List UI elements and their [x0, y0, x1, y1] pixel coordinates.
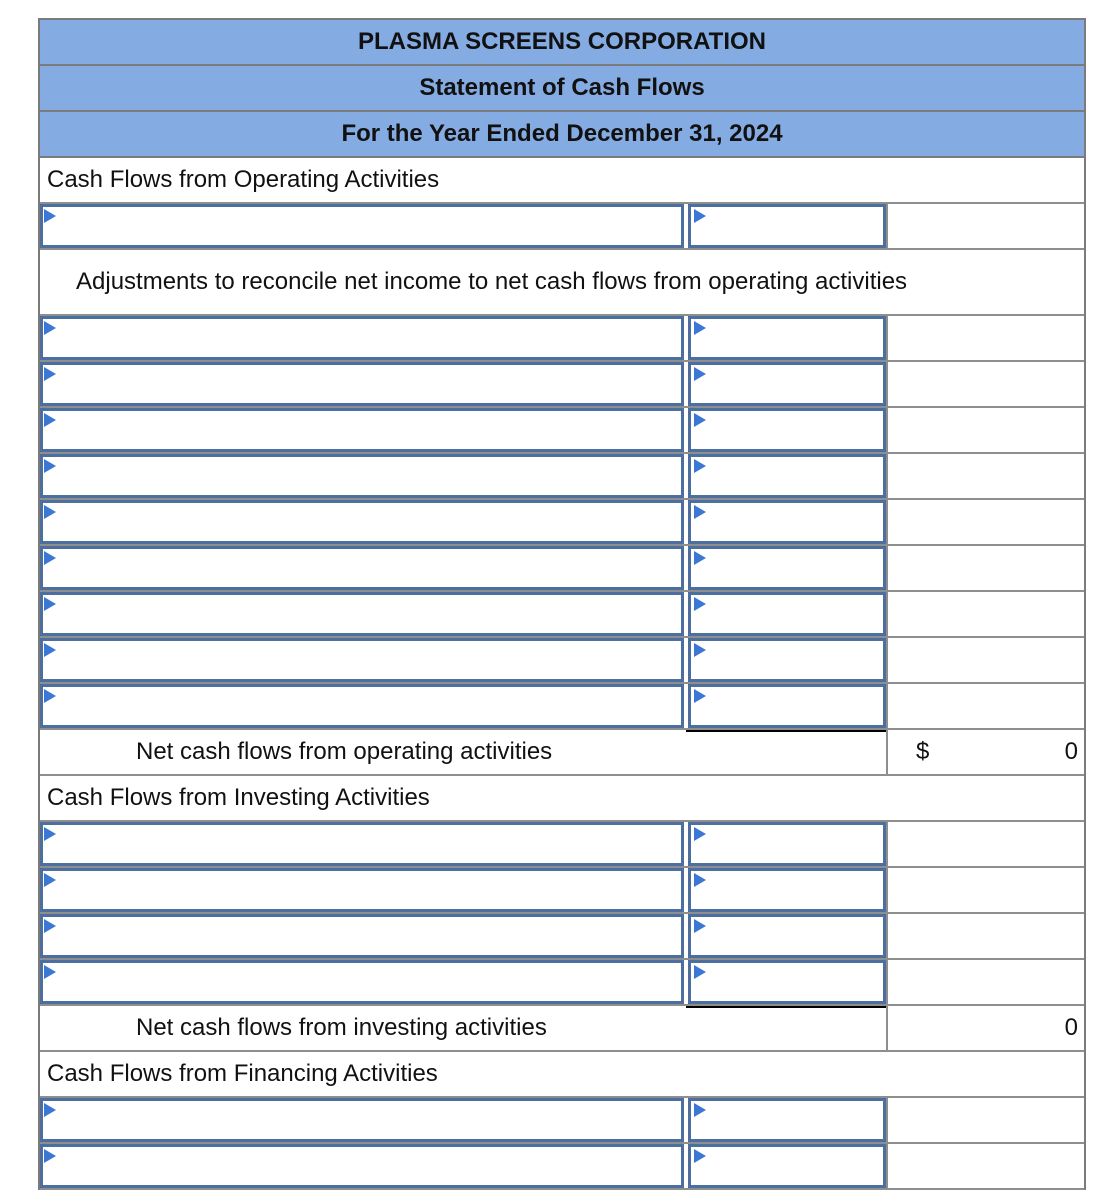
dropdown-marker-icon: [694, 965, 706, 979]
investing-entry-row: [40, 868, 1084, 914]
adjustment-amount-field[interactable]: [688, 592, 886, 636]
financing-heading: Cash Flows from Financing Activities: [47, 1060, 438, 1087]
adjustment-account-field[interactable]: [40, 546, 684, 590]
investing-account-field[interactable]: [40, 822, 684, 866]
investing-total-cell: [886, 822, 1084, 866]
investing-total-cell: [886, 914, 1084, 958]
financing-amount-field[interactable]: [688, 1098, 886, 1142]
net-income-account-input[interactable]: [46, 210, 678, 242]
investing-amount-input[interactable]: [694, 920, 880, 952]
adjustment-amount-field[interactable]: [688, 316, 886, 360]
investing-total-cell: [886, 868, 1084, 912]
dropdown-marker-icon: [694, 1149, 706, 1163]
adjustment-account-field[interactable]: [40, 362, 684, 406]
financing-total-cell: [886, 1144, 1084, 1188]
adjustment-amount-field[interactable]: [688, 454, 886, 498]
financing-amount-input[interactable]: [694, 1150, 880, 1182]
dropdown-marker-icon: [694, 505, 706, 519]
adjustment-account-input[interactable]: [46, 368, 678, 400]
adjustment-account-field[interactable]: [40, 500, 684, 544]
financing-heading-row: [40, 1052, 1084, 1098]
adjustment-account-input[interactable]: [46, 460, 678, 492]
financing-entry-row: [40, 1144, 1084, 1190]
investing-amount-field[interactable]: [688, 822, 886, 866]
dropdown-marker-icon: [44, 505, 56, 519]
investing-total-row: [40, 1006, 1084, 1052]
net-income-total-cell: [886, 204, 1084, 248]
adjustment-entry-row: [40, 408, 1084, 454]
financing-total-cell: [886, 1098, 1084, 1142]
adjustment-account-input[interactable]: [46, 322, 678, 354]
investing-subtotal-cell: [686, 1006, 886, 1050]
adjustment-amount-field[interactable]: [688, 546, 886, 590]
dropdown-marker-icon: [694, 827, 706, 841]
dropdown-marker-icon: [694, 643, 706, 657]
investing-total-label: Net cash flows from investing activities: [136, 1014, 547, 1041]
adjustment-total-cell: [886, 408, 1084, 452]
investing-amount-field[interactable]: [688, 914, 886, 958]
dropdown-marker-icon: [44, 873, 56, 887]
dropdown-marker-icon: [694, 689, 706, 703]
financing-amount-input[interactable]: [694, 1104, 880, 1136]
investing-amount-field[interactable]: [688, 960, 886, 1004]
adjustment-account-input[interactable]: [46, 598, 678, 630]
adjustment-total-cell: [886, 316, 1084, 360]
dropdown-marker-icon: [44, 919, 56, 933]
investing-amount-input[interactable]: [694, 966, 880, 998]
investing-total-value: 0: [1064, 1014, 1078, 1041]
investing-account-input[interactable]: [46, 920, 678, 952]
adjustments-label: Adjustments to reconcile net income to net cash flows from operating activities: [76, 268, 908, 295]
adjustment-total-cell: [886, 638, 1084, 682]
dropdown-marker-icon: [44, 1103, 56, 1117]
operating-heading-row: [40, 158, 1084, 204]
operating-subtotal-cell: [686, 730, 886, 774]
company-name: PLASMA SCREENS CORPORATION: [40, 20, 1084, 66]
adjustment-amount-field[interactable]: [688, 408, 886, 452]
dropdown-marker-icon: [44, 965, 56, 979]
investing-account-field[interactable]: [40, 960, 684, 1004]
investing-total-cell: [886, 960, 1084, 1004]
adjustment-entry-row: [40, 500, 1084, 546]
adjustment-entry-row: [40, 546, 1084, 592]
adjustment-entry-row: [40, 316, 1084, 362]
dropdown-marker-icon: [44, 459, 56, 473]
operating-total-label: Net cash flows from operating activities: [136, 738, 553, 765]
adjustment-account-field[interactable]: [40, 408, 684, 452]
dropdown-marker-icon: [694, 919, 706, 933]
adjustment-total-cell: [886, 500, 1084, 544]
investing-account-field[interactable]: [40, 868, 684, 912]
investing-account-input[interactable]: [46, 874, 678, 906]
dropdown-marker-icon: [44, 321, 56, 335]
investing-heading: Cash Flows from Investing Activities: [47, 784, 430, 811]
adjustment-account-field[interactable]: [40, 454, 684, 498]
adjustment-entry-row: [40, 684, 1084, 730]
dropdown-marker-icon: [44, 1149, 56, 1163]
adjustment-entry-row: [40, 592, 1084, 638]
adjustment-total-cell: [886, 362, 1084, 406]
investing-account-input[interactable]: [46, 828, 678, 860]
adjustments-row: [40, 250, 1084, 316]
adjustment-total-cell: [886, 592, 1084, 636]
cash-flow-statement-table: [38, 18, 1086, 1190]
dropdown-marker-icon: [694, 367, 706, 381]
financing-account-field[interactable]: [40, 1098, 684, 1142]
dropdown-marker-icon: [694, 1103, 706, 1117]
statement-title: Statement of Cash Flows: [40, 66, 1084, 112]
dropdown-marker-icon: [44, 209, 56, 223]
adjustment-account-input[interactable]: [46, 414, 678, 446]
investing-amount-field[interactable]: [688, 868, 886, 912]
dropdown-marker-icon: [44, 643, 56, 657]
dropdown-marker-icon: [694, 413, 706, 427]
dropdown-marker-icon: [44, 689, 56, 703]
investing-entry-row: [40, 960, 1084, 1006]
net-income-account-field[interactable]: [40, 204, 684, 248]
dropdown-marker-icon: [694, 321, 706, 335]
investing-heading-row: [40, 776, 1084, 822]
operating-total-cell: [886, 730, 1084, 774]
adjustment-amount-input[interactable]: [694, 322, 880, 354]
investing-amount-input[interactable]: [694, 828, 880, 860]
dropdown-marker-icon: [44, 597, 56, 611]
adjustment-total-cell: [886, 684, 1084, 728]
adjustment-amount-input[interactable]: [694, 552, 880, 584]
operating-total-value: 0: [1064, 738, 1078, 765]
adjustment-amount-field[interactable]: [688, 500, 886, 544]
operating-total-row: [40, 730, 1084, 776]
adjustment-account-field[interactable]: [40, 684, 684, 728]
financing-amount-field[interactable]: [688, 1144, 886, 1188]
investing-entry-row: [40, 822, 1084, 868]
financing-entry-row: [40, 1098, 1084, 1144]
adjustment-amount-input[interactable]: [694, 690, 880, 722]
adjustment-entry-row: [40, 454, 1084, 500]
adjustment-account-field[interactable]: [40, 592, 684, 636]
adjustment-amount-input[interactable]: [694, 368, 880, 400]
adjustment-account-input[interactable]: [46, 644, 678, 676]
net-income-amount-input[interactable]: [694, 210, 880, 242]
investing-amount-input[interactable]: [694, 874, 880, 906]
financing-account-input[interactable]: [46, 1104, 678, 1136]
financing-account-input[interactable]: [46, 1150, 678, 1182]
adjustment-entry-row: [40, 362, 1084, 408]
investing-account-input[interactable]: [46, 966, 678, 998]
dropdown-marker-icon: [44, 827, 56, 841]
adjustment-total-cell: [886, 454, 1084, 498]
investing-entry-row: [40, 914, 1084, 960]
adjustment-amount-field[interactable]: [688, 684, 886, 728]
operating-heading: Cash Flows from Operating Activities: [47, 166, 440, 193]
investing-account-field[interactable]: [40, 914, 684, 958]
adjustment-entry-row: [40, 638, 1084, 684]
dropdown-marker-icon: [694, 209, 706, 223]
adjustment-amount-field[interactable]: [688, 638, 886, 682]
adjustment-amount-input[interactable]: [694, 460, 880, 492]
adjustment-account-input[interactable]: [46, 506, 678, 538]
adjustment-total-cell: [886, 546, 1084, 590]
net-income-row: [40, 204, 1084, 250]
dropdown-marker-icon: [694, 459, 706, 473]
investing-total-cell: [886, 1006, 1084, 1050]
adjustment-amount-input[interactable]: [694, 644, 880, 676]
dropdown-marker-icon: [694, 551, 706, 565]
adjustment-amount-input[interactable]: [694, 598, 880, 630]
dropdown-marker-icon: [44, 551, 56, 565]
dropdown-marker-icon: [694, 873, 706, 887]
net-income-amount-field[interactable]: [688, 204, 886, 248]
financing-account-field[interactable]: [40, 1144, 684, 1188]
adjustment-amount-field[interactable]: [688, 362, 886, 406]
currency-symbol: $: [916, 738, 930, 765]
dropdown-marker-icon: [694, 597, 706, 611]
adjustment-account-field[interactable]: [40, 638, 684, 682]
adjustment-amount-input[interactable]: [694, 506, 880, 538]
statement-period: For the Year Ended December 31, 2024: [40, 112, 1084, 158]
adjustment-account-field[interactable]: [40, 316, 684, 360]
adjustment-account-input[interactable]: [46, 690, 678, 722]
adjustment-amount-input[interactable]: [694, 414, 880, 446]
adjustment-account-input[interactable]: [46, 552, 678, 584]
dropdown-marker-icon: [44, 367, 56, 381]
dropdown-marker-icon: [44, 413, 56, 427]
